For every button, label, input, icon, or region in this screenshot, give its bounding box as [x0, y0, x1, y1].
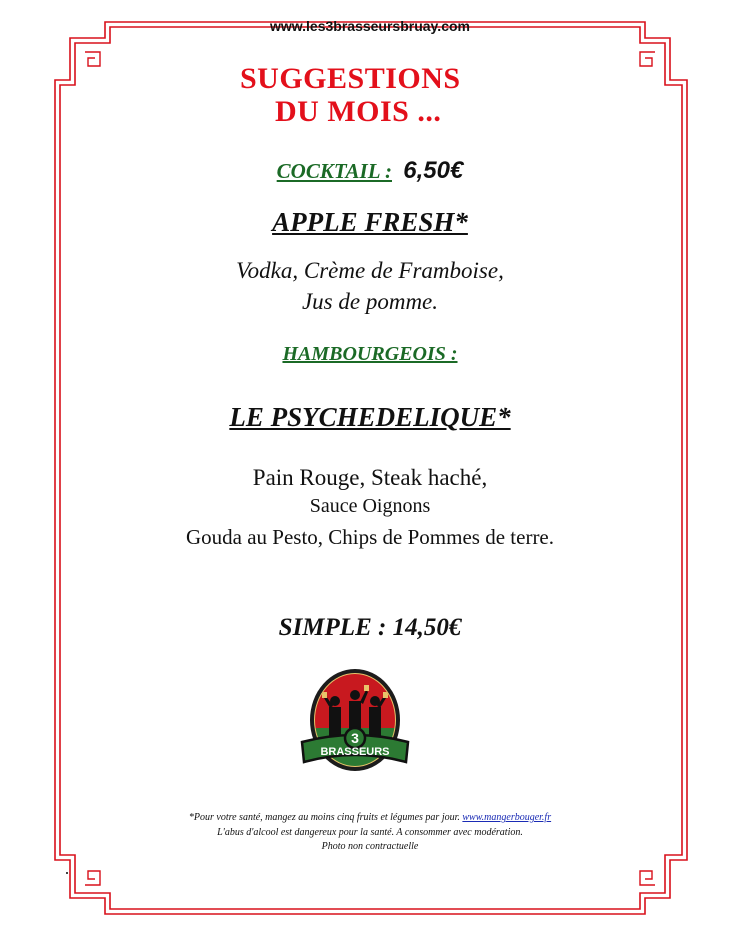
- title-line-2: DU MOIS ...: [275, 95, 442, 128]
- cocktail-ingredients-1: Vodka, Crème de Framboise,: [236, 258, 504, 283]
- burger-ingredients-2: Sauce Oignons: [309, 495, 431, 517]
- burger-header: [0, 343, 740, 366]
- cocktail-price: 6,50€: [403, 157, 464, 184]
- burger-ingredients-1: Pain Rouge, Steak haché,: [252, 465, 488, 490]
- stray-dot: [66, 872, 68, 874]
- mangerbouger-link[interactable]: www.mangerbouger.fr: [462, 812, 552, 823]
- footer-photo-notice: Photo non contractuelle: [321, 841, 419, 852]
- burger-name: LE PSYCHEDELIQUE*: [229, 402, 511, 432]
- page-title: [180, 62, 510, 128]
- brasseurs-logo: [300, 668, 410, 786]
- logo-number: 3: [351, 730, 359, 746]
- burger-ingredients-3: Gouda au Pesto, Chips de Pommes de terre.: [185, 525, 555, 549]
- footer-health-notice: [0, 812, 740, 823]
- footer-health-text: *Pour votre santé, mangez au moins cinq fruits et légumes par jour.: [188, 812, 463, 823]
- cocktail-header: [0, 157, 740, 185]
- burger-price: SIMPLE : 14,50€: [278, 614, 462, 641]
- cocktail-name: APPLE FRESH*: [272, 207, 468, 237]
- logo-text: BRASSEURS: [320, 746, 390, 758]
- footer-alcohol-notice: L'abus d'alcool est dangereux pour la santé. A consommer avec modération.: [217, 827, 523, 838]
- burger-category: HAMBOURGEOIS :: [282, 343, 458, 365]
- cocktail-name-row: [0, 207, 740, 238]
- cocktail-ingredients-2: Jus de pomme.: [301, 289, 439, 314]
- title-line-1: SUGGESTIONS: [240, 62, 461, 95]
- website-url[interactable]: www.les3brasseursbruay.com: [270, 18, 470, 34]
- cocktail-category: COCKTAIL :: [276, 159, 392, 183]
- burger-name-row: [0, 402, 740, 433]
